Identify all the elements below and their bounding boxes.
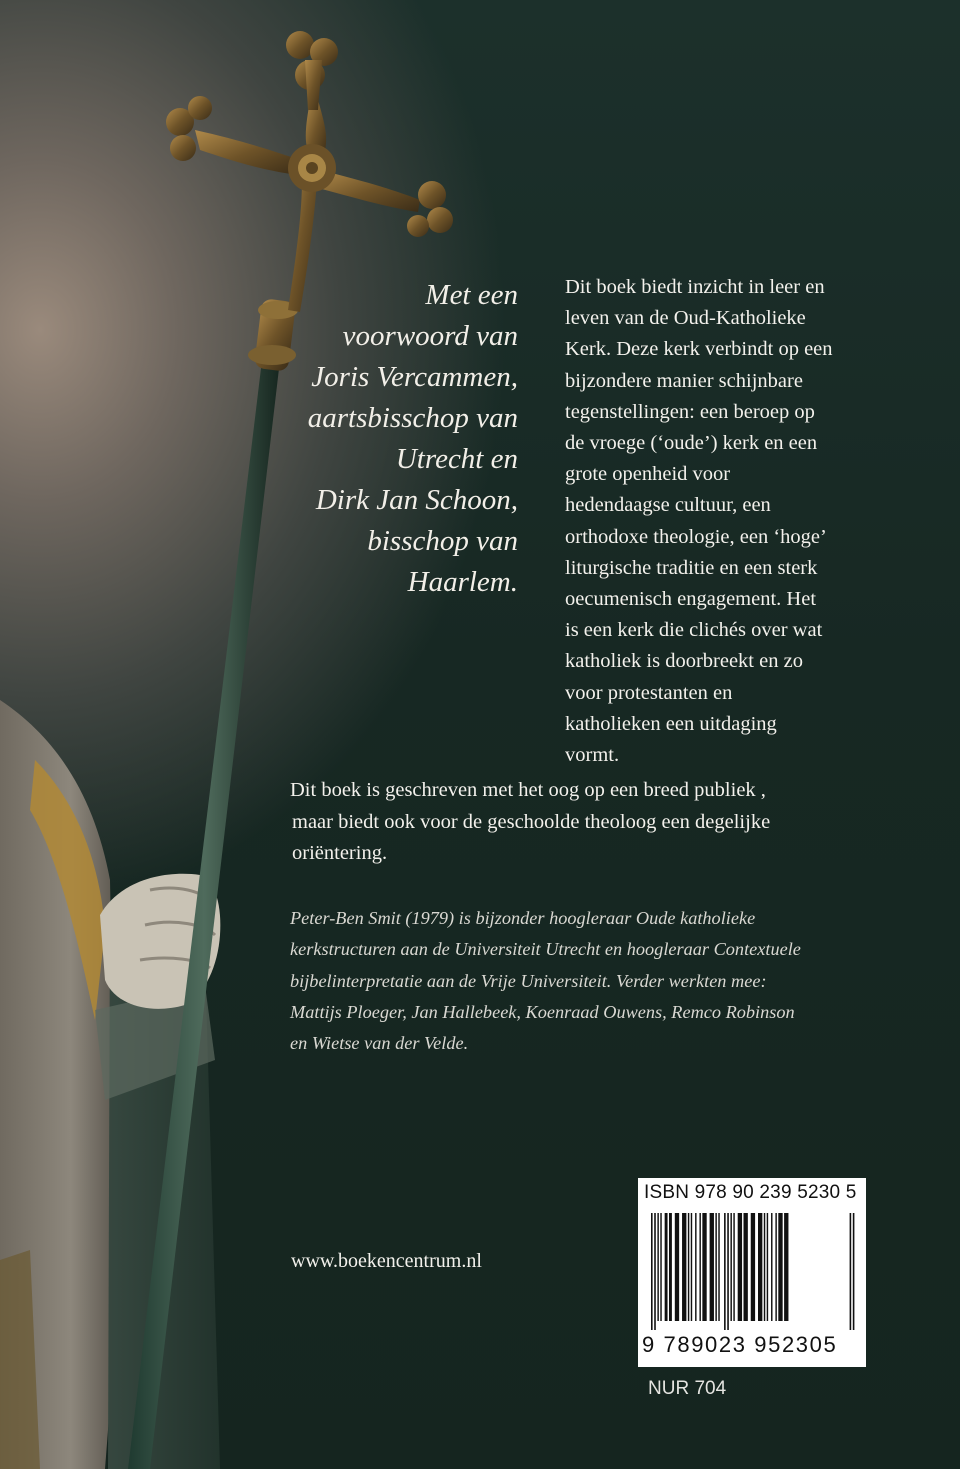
description-line: liturgische traditie en een sterk [565,556,818,579]
quote-line: aartsbisschop van [307,402,518,434]
description-line: de vroege (‘oude’) kerk en een [565,432,818,455]
barcode-bar [853,1213,855,1330]
barcode-bar [767,1213,768,1321]
description-line: grote openheid voor [565,463,731,486]
description-line: is een kerk die clichés over wat [565,619,823,642]
description-line: leven van de Oud-Katholieke [565,307,806,330]
quote-line: Joris Vercammen, [311,361,518,393]
quote-line: Haarlem. [407,566,518,598]
barcode-bar [727,1213,729,1330]
audience-line: oriëntering. [292,842,388,864]
description-line: vormt. [565,744,620,767]
barcode-bar [775,1213,776,1321]
nur-code: NUR 704 [648,1378,727,1399]
barcode-bar [665,1213,668,1321]
barcode-bar [751,1213,755,1321]
barcode-bar [764,1213,765,1321]
author-line: kerkstructuren aan de Universiteit Utrecht en hoogleraar Contextuele [290,939,801,960]
description-line: voor protestanten en [565,681,733,704]
barcode-bar [718,1213,719,1321]
barcode-bar [778,1213,782,1321]
barcode-bar [695,1213,696,1321]
author-line: bijbelinterpretatie aan de Vrije Universiteit. Verder werkten mee: [290,970,767,991]
publisher-url[interactable]: www.boekencentrum.nl [291,1250,482,1272]
description-line: hedendaagse cultuur, een [565,494,771,517]
description-line: tegenstellingen: een beroep op [565,400,815,423]
isbn-label: ISBN 978 90 239 5230 5 [644,1182,857,1203]
barcode-bar [660,1213,661,1321]
barcode-bar [657,1213,658,1321]
barcode-bar [682,1213,686,1321]
barcode-bar [850,1213,852,1330]
barcode-bar [675,1213,679,1321]
barcode-bar [758,1213,762,1321]
description-line: katholiek is doorbreekt en zo [565,650,803,673]
author-line: Peter-Ben Smit (1979) is bijzonder hoogleraar Oude katholieke [290,908,756,928]
barcode-bar [710,1213,714,1321]
barcode-bar [688,1213,689,1321]
barcode-bar [730,1213,731,1321]
barcode-bar [702,1213,706,1321]
description-line: Dit boek biedt inzicht in leer en [565,276,825,298]
barcode-bar [738,1213,742,1321]
quote-line: Dirk Jan Schoon, [315,484,518,516]
description-line: oecumenisch engagement. Het [565,588,817,611]
barcode-bar [654,1213,656,1330]
barcode-bar [691,1213,692,1321]
barcode-bars [651,1213,856,1330]
barcode-bar [733,1213,734,1321]
quote-line: voorwoord van [342,320,518,352]
barcode-bar [784,1213,788,1321]
book-description [565,272,895,771]
audience-line: maar biedt ook voor de geschoolde theoloog een degelijke [292,810,771,833]
quote-line: bisschop van [367,525,518,557]
quote-line: Utrecht en [395,443,518,475]
audience-paragraph [290,775,850,870]
author-line: en Wietse van der Velde. [290,1033,469,1054]
barcode-bar [715,1213,716,1321]
description-line: katholieken een uitdaging [565,712,777,735]
barcode-bar [724,1213,726,1330]
author-note [290,903,850,1059]
description-line: Kerk. Deze kerk verbindt op een [565,338,833,361]
barcode-bar [651,1213,653,1330]
quote-line: Met een [425,279,518,311]
barcode-bar [699,1213,700,1321]
description-line: orthodoxe theologie, een ‘hoge’ [565,525,827,548]
barcode-bar [669,1213,672,1321]
description-line: bijzondere manier schijnbare [565,369,803,392]
barcode-digits: 9 789023 952305 [642,1332,838,1357]
barcode-bar [744,1213,748,1321]
foreword-quote [300,275,518,603]
barcode-bar [771,1213,772,1321]
author-line: Mattijs Ploeger, Jan Hallebeek, Koenraad Ouwens, Remco Robinson [290,1001,795,1022]
audience-line: Dit boek is geschreven met het oog op een breed publiek , [290,779,766,801]
isbn-barcode [638,1178,866,1367]
cross-icon [166,31,453,312]
